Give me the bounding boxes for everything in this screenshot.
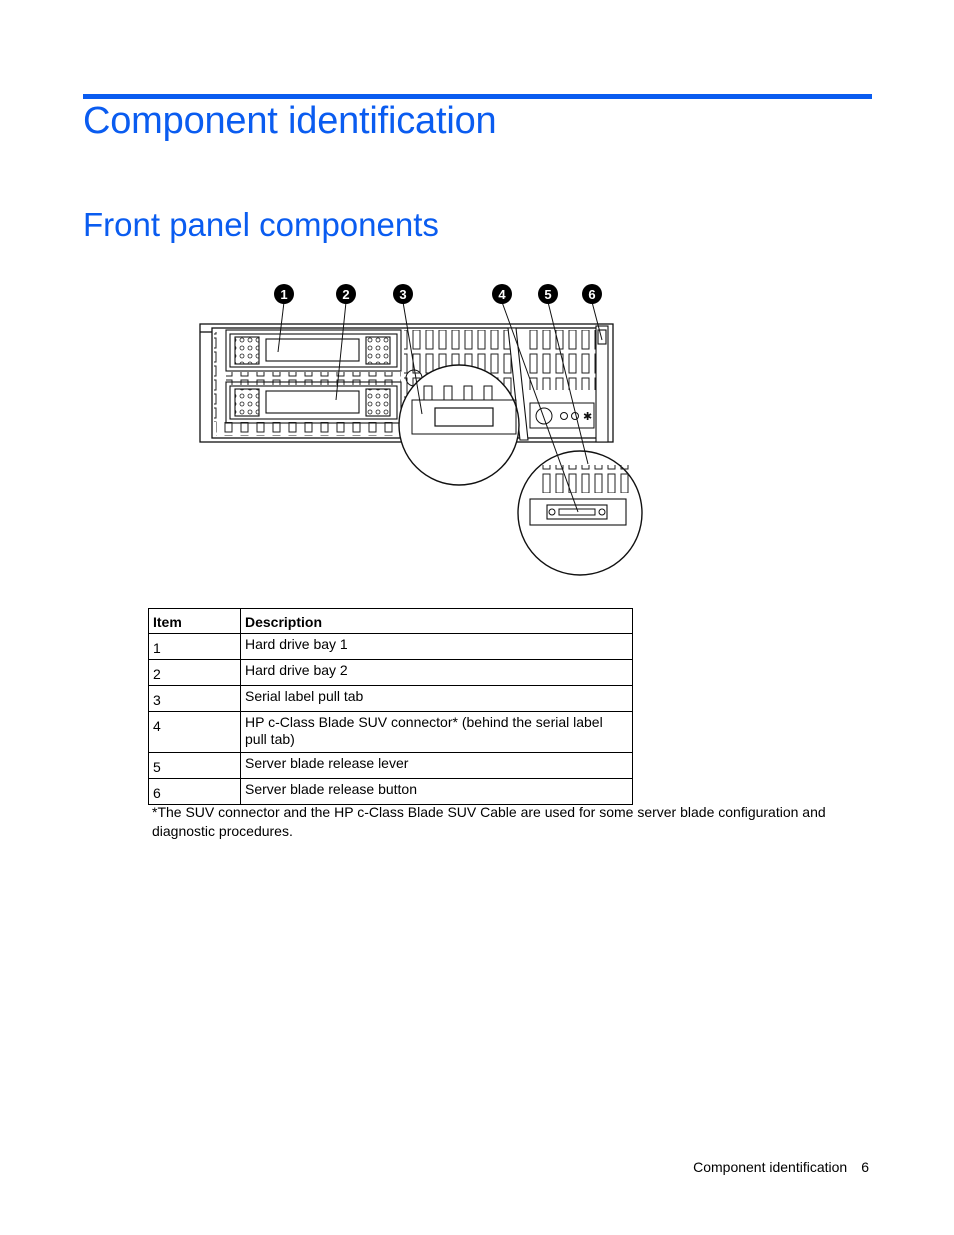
header-item: Item [149,609,241,634]
header-description: Description [241,609,633,634]
vent-column [214,332,224,422]
callout-3 [393,284,413,304]
page-footer [693,1159,869,1175]
chapter-title: Component identification [83,100,497,142]
callout-6 [582,284,602,304]
table-row [149,712,633,753]
vent-grid-right [526,330,596,390]
row-item: 1 [149,634,241,660]
svg-text:3: 3 [399,287,407,302]
svg-text:4: 4 [498,287,506,302]
table-row [149,779,633,805]
callout-2 [336,284,356,304]
table-row [149,686,633,712]
row-item: 2 [149,660,241,686]
row-item: 4 [149,712,241,753]
svg-text:5: 5 [544,287,552,302]
callout-1 [274,284,294,304]
row-item: 6 [149,779,241,805]
table-row [149,753,633,779]
callout-4 [492,284,512,304]
row-description: Hard drive bay 1 [241,634,633,660]
row-description: Hard drive bay 2 [241,660,633,686]
callout-5 [538,284,558,304]
row-description: Server blade release button [241,779,633,805]
row-item: 3 [149,686,241,712]
row-item: 5 [149,753,241,779]
front-panel-diagram [190,280,650,580]
row-description: Serial label pull tab [241,686,633,712]
row-description: HP c-Class Blade SUV connector* (behind the serial label pull tab) [241,712,633,753]
hard-drive-bay-1 [226,330,401,371]
vent-row-bottom [216,422,406,436]
table-header-row [149,609,633,634]
table-row [149,660,633,686]
svg-text:✱: ✱ [583,410,593,423]
vent-row [226,372,401,385]
svg-text:1: 1 [280,287,288,302]
table-row [149,634,633,660]
footnote: *The SUV connector and the HP c-Class Blade SUV Cable are used for some server blade configuration and diagnostic procedures. [152,804,826,839]
component-table [148,608,633,805]
chapter-rule [83,94,872,99]
footer-section: Component identification [693,1159,848,1175]
section-title: Front panel components [83,206,439,243]
page-number: 6 [861,1159,869,1175]
row-description: Server blade release lever [241,753,633,779]
magnified-view-suv-connector [518,451,642,575]
hard-drive-bay-2 [226,382,401,423]
svg-text:6: 6 [588,287,596,302]
svg-text:2: 2 [342,287,350,302]
